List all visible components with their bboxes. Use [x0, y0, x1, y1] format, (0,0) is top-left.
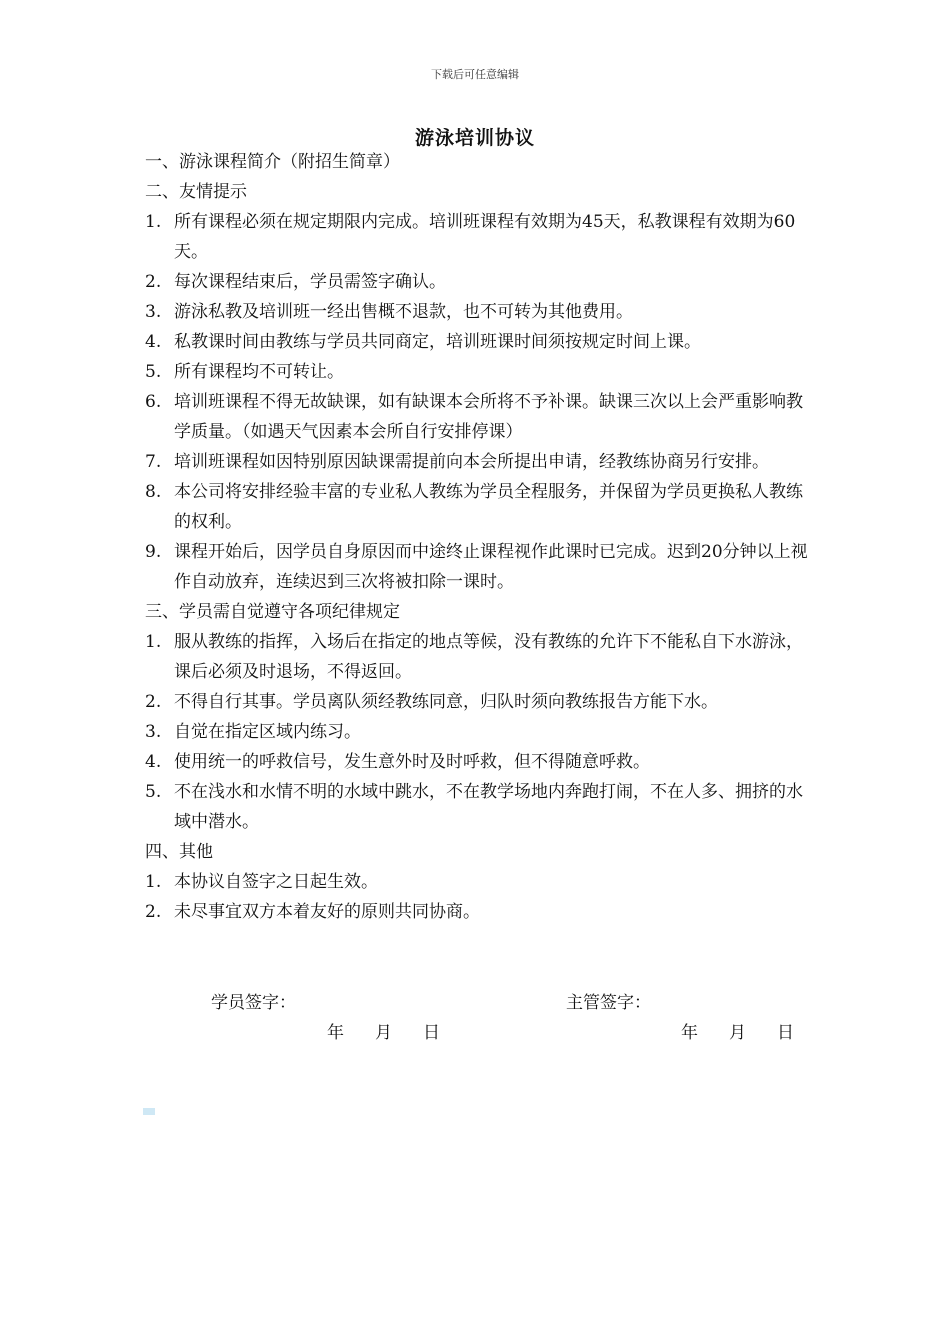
item-text: 每次课程结束后，学员需签字确认。: [174, 272, 446, 292]
document-title: 游泳培训协议: [414, 127, 535, 149]
list-item: [145, 327, 810, 357]
student-date-year: 年: [327, 1023, 344, 1043]
item-text: 培训班课程不得无故缺课，如有缺课本会所将不予补课。缺课三次以上会严重影响教学质量。（如遇天气因素本会所自行安排停课）: [174, 392, 803, 442]
list-item: [145, 357, 810, 387]
item-text: 未尽事宜双方本着友好的原则共同协商。: [174, 902, 480, 922]
student-date-day: 日: [423, 1023, 440, 1043]
list-item: [145, 447, 810, 477]
list-item: [145, 687, 810, 717]
item-number: 2.: [145, 272, 162, 292]
agreement-body: [145, 147, 810, 927]
item-text: 培训班课程如因特别原因缺课需提前向本会所提出申请，经教练协商另行安排。: [174, 452, 769, 472]
item-text: 所有课程必须在规定期限内完成。培训班课程有效期为45天，私教课程有效期为60天。: [174, 212, 796, 262]
item-number: 4.: [145, 332, 162, 352]
item-number: 9.: [145, 542, 162, 562]
item-text: 使用统一的呼救信号，发生意外时及时呼救，但不得随意呼救。: [174, 752, 650, 772]
item-text: 服从教练的指挥，入场后在指定的地点等候，没有教练的允许下不能私自下水游泳，课后必须及时退场，不得返回。: [174, 632, 803, 682]
item-text: 课程开始后，因学员自身原因而中途终止课程视作此课时已完成。迟到20分钟以上视作自动放弃，连续迟到三次将被扣除一课时。: [174, 542, 808, 592]
item-text: 不在浅水和水情不明的水域中跳水，不在教学场地内奔跑打闹，不在人多、拥挤的水域中潜水。: [174, 782, 803, 832]
list-item: [145, 207, 810, 267]
section-heading-2: 二、友情提示: [145, 182, 247, 202]
supervisor-signature-label: 主管签字：: [566, 993, 651, 1013]
page-marker: [143, 1108, 155, 1115]
list-item: [145, 627, 810, 687]
list-item: [145, 897, 810, 927]
student-date-month: 月: [375, 1023, 392, 1043]
item-number: 4.: [145, 752, 162, 772]
item-number: 2.: [145, 692, 162, 712]
list-item: [145, 747, 810, 777]
list-item: [145, 387, 810, 447]
item-number: 7.: [145, 452, 162, 472]
item-number: 5.: [145, 782, 162, 802]
item-text: 所有课程均不可转让。: [174, 362, 344, 382]
list-item: [145, 297, 810, 327]
item-number: 3.: [145, 302, 162, 322]
item-text: 游泳私教及培训班一经出售概不退款，也不可转为其他费用。: [174, 302, 633, 322]
list-item: [145, 537, 810, 597]
item-text: 自觉在指定区域内练习。: [174, 722, 361, 742]
section-heading-3: 三、学员需自觉遵守各项纪律规定: [145, 602, 400, 622]
item-number: 2.: [145, 902, 162, 922]
list-item: [145, 717, 810, 747]
item-number: 1.: [145, 632, 162, 652]
section-heading-1: 一、游泳课程简介（附招生简章）: [145, 152, 400, 172]
item-text: 不得自行其事。学员离队须经教练同意，归队时须向教练报告方能下水。: [174, 692, 718, 712]
item-number: 1.: [145, 872, 162, 892]
item-number: 1.: [145, 212, 162, 232]
supervisor-date-month: 月: [729, 1023, 746, 1043]
item-number: 8.: [145, 482, 162, 502]
list-item: [145, 777, 810, 837]
item-text: 本协议自签字之日起生效。: [174, 872, 378, 892]
item-text: 本公司将安排经验丰富的专业私人教练为学员全程服务，并保留为学员更换私人教练的权利。: [174, 482, 803, 532]
item-number: 6.: [145, 392, 162, 412]
supervisor-date-year: 年: [681, 1023, 698, 1043]
list-item: [145, 267, 810, 297]
list-item: [145, 477, 810, 537]
student-signature-label: 学员签字：: [211, 993, 296, 1013]
header-note: 下载后可任意编辑: [431, 68, 519, 81]
item-number: 5.: [145, 362, 162, 382]
supervisor-date-day: 日: [777, 1023, 794, 1043]
item-text: 私教课时间由教练与学员共同商定，培训班课时间须按规定时间上课。: [174, 332, 701, 352]
list-item: [145, 867, 810, 897]
item-number: 3.: [145, 722, 162, 742]
section-heading-4: 四、其他: [145, 842, 213, 862]
